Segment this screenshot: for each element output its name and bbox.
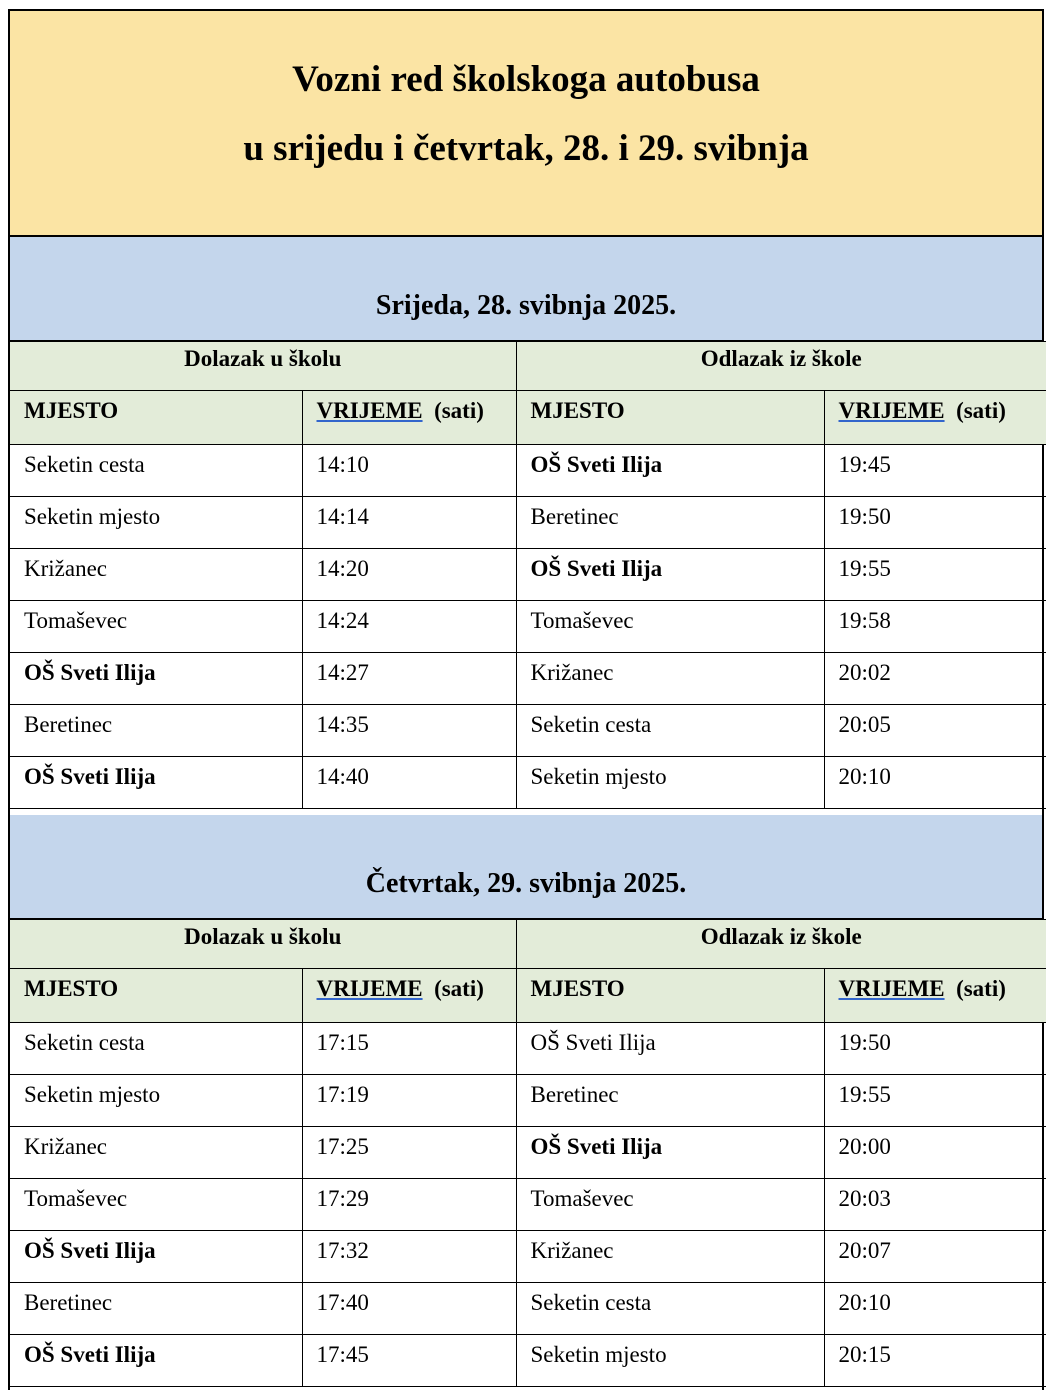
departure-time: 20:05 <box>824 705 1046 757</box>
column-header-row <box>10 969 1046 1023</box>
departure-time: 20:10 <box>824 757 1046 809</box>
table-row <box>10 1023 1046 1075</box>
table-row <box>10 1075 1046 1127</box>
column-header-row <box>10 391 1046 445</box>
column-header-place: MJESTO <box>10 969 302 1023</box>
table-row <box>10 1127 1046 1179</box>
arrival-place: Tomaševec <box>10 1179 302 1231</box>
arrival-time: 14:24 <box>302 601 516 653</box>
day-heading <box>10 815 1042 919</box>
departure-time: 20:10 <box>824 1283 1046 1335</box>
table-row <box>10 601 1046 653</box>
departure-place: Križanec <box>516 653 824 705</box>
table-row <box>10 705 1046 757</box>
column-header-time-unit: (sati) <box>956 976 1006 1001</box>
title-line-1: Vozni red školskoga autobusa <box>292 59 760 100</box>
departure-section-title: Odlazak iz škole <box>516 920 1046 969</box>
arrival-time: 17:29 <box>302 1179 516 1231</box>
departure-place: OŠ Sveti Ilija <box>516 445 824 497</box>
departure-place: Seketin cesta <box>516 1283 824 1335</box>
arrival-place: Seketin mjesto <box>10 1075 302 1127</box>
arrival-time: 14:20 <box>302 549 516 601</box>
departure-place: OŠ Sveti Ilija <box>516 1127 824 1179</box>
arrival-time: 17:15 <box>302 1023 516 1075</box>
departure-time: 20:00 <box>824 1127 1046 1179</box>
departure-place: Tomaševec <box>516 1179 824 1231</box>
arrival-place: Beretinec <box>10 705 302 757</box>
arrival-time: 17:32 <box>302 1231 516 1283</box>
departure-place: Križanec <box>516 1231 824 1283</box>
arrival-place: Križanec <box>10 549 302 601</box>
day-heading <box>10 237 1042 341</box>
departure-time: 20:07 <box>824 1231 1046 1283</box>
arrival-section-title: Dolazak u školu <box>10 342 516 391</box>
column-header-place: MJESTO <box>516 969 824 1023</box>
day-heading-text: Četvrtak, 29. svibnja 2025. <box>365 868 687 899</box>
column-header-time <box>302 969 516 1023</box>
departure-place: Seketin cesta <box>516 705 824 757</box>
departure-time: 20:15 <box>824 1335 1046 1387</box>
schedule-table <box>10 341 1046 809</box>
departure-place: Beretinec <box>516 1075 824 1127</box>
arrival-time: 17:19 <box>302 1075 516 1127</box>
arrival-time: 14:27 <box>302 653 516 705</box>
departure-place: OŠ Sveti Ilija <box>516 549 824 601</box>
departure-place: OŠ Sveti Ilija <box>516 1023 824 1075</box>
day-heading-text: Srijeda, 28. svibnja 2025. <box>375 290 677 321</box>
arrival-time: 14:40 <box>302 757 516 809</box>
arrival-time: 17:25 <box>302 1127 516 1179</box>
arrival-time: 17:45 <box>302 1335 516 1387</box>
departure-time: 20:02 <box>824 653 1046 705</box>
column-header-time-label: VRIJEME <box>316 976 423 1001</box>
column-header-place: MJESTO <box>10 391 302 445</box>
arrival-time: 17:40 <box>302 1283 516 1335</box>
arrival-time: 14:35 <box>302 705 516 757</box>
arrival-place: Seketin mjesto <box>10 497 302 549</box>
table-row <box>10 1231 1046 1283</box>
column-header-time-label: VRIJEME <box>838 398 945 423</box>
departure-time: 19:50 <box>824 1023 1046 1075</box>
title-block <box>10 11 1042 237</box>
table-row <box>10 445 1046 497</box>
departure-time: 19:50 <box>824 497 1046 549</box>
departure-time: 19:55 <box>824 549 1046 601</box>
arrival-section-title: Dolazak u školu <box>10 920 516 969</box>
arrival-place: Seketin cesta <box>10 1023 302 1075</box>
schedule-table <box>10 919 1046 1387</box>
arrival-place: OŠ Sveti Ilija <box>10 757 302 809</box>
column-header-time <box>824 391 1046 445</box>
column-header-time-label: VRIJEME <box>316 398 423 423</box>
arrival-place: Seketin cesta <box>10 445 302 497</box>
departure-time: 19:58 <box>824 601 1046 653</box>
arrival-place: Križanec <box>10 1127 302 1179</box>
departure-time: 20:03 <box>824 1179 1046 1231</box>
column-header-time-unit: (sati) <box>956 398 1006 423</box>
arrival-place: Beretinec <box>10 1283 302 1335</box>
table-row <box>10 1179 1046 1231</box>
arrival-place: OŠ Sveti Ilija <box>10 1335 302 1387</box>
table-row <box>10 549 1046 601</box>
arrival-time: 14:10 <box>302 445 516 497</box>
arrival-place: OŠ Sveti Ilija <box>10 1231 302 1283</box>
column-header-time-label: VRIJEME <box>838 976 945 1001</box>
schedule-document <box>8 9 1044 1390</box>
table-row <box>10 757 1046 809</box>
column-header-time-unit: (sati) <box>434 976 484 1001</box>
column-header-time-unit: (sati) <box>434 398 484 423</box>
section-header-row <box>10 920 1046 969</box>
table-row <box>10 653 1046 705</box>
departure-place: Beretinec <box>516 497 824 549</box>
table-row <box>10 1283 1046 1335</box>
departure-time: 19:55 <box>824 1075 1046 1127</box>
section-header-row <box>10 342 1046 391</box>
departure-place: Tomaševec <box>516 601 824 653</box>
arrival-place: Tomaševec <box>10 601 302 653</box>
departure-section-title: Odlazak iz škole <box>516 342 1046 391</box>
departure-place: Seketin mjesto <box>516 757 824 809</box>
column-header-time <box>824 969 1046 1023</box>
table-row <box>10 1335 1046 1387</box>
departure-place: Seketin mjesto <box>516 1335 824 1387</box>
arrival-place: OŠ Sveti Ilija <box>10 653 302 705</box>
column-header-time <box>302 391 516 445</box>
departure-time: 19:45 <box>824 445 1046 497</box>
arrival-time: 14:14 <box>302 497 516 549</box>
title-line-2: u srijedu i četvrtak, 28. i 29. svibnja <box>243 128 809 169</box>
column-header-place: MJESTO <box>516 391 824 445</box>
table-row <box>10 497 1046 549</box>
